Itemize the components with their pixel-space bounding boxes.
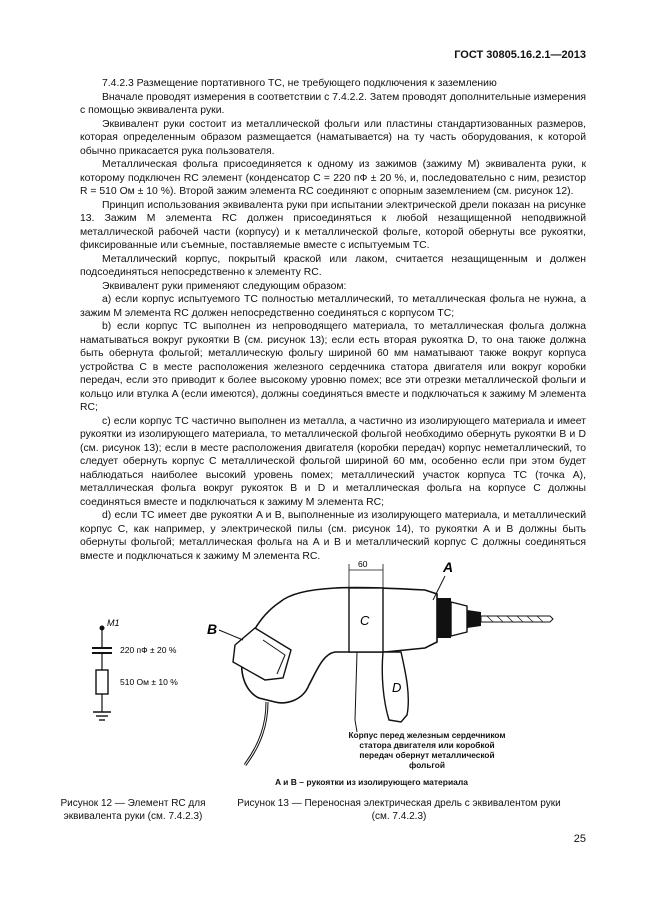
figure-12-rc-diagram [80, 610, 220, 750]
paragraph: Эквивалент руки состоит из металлической фольги или пластины стандартизованных размеров, которая определенным образом размещается (наматывается) на ту часть оборудования, к которой обычно прикасается рука пользователя. [80, 118, 586, 157]
paragraph: d) если ТС имеет две рукоятки A и B, выполненные из изолирующего материала, и металлический корпус C, как например, у электрической пилы (см. рисунок 14), то рукоятки A и B должны быть обернуты фольгой; металлическая фольга на A и B и металлический корпус C должны соединяться вместе и подключаться к зажиму M элемента RC. [80, 510, 586, 562]
page-number: 25 [573, 833, 586, 845]
terminal-label: M1 [107, 618, 120, 628]
paragraph: b) если корпус ТС выполнен из непроводящего материала, то металлическая фольга должна наматываться вокруг рукоятки B (см. рисунок 13); если есть вторая рукоятка D, то она также должна быть обернута фольгой; металлическую фольгу шириной 60 мм наматывают также вокруг корпуса устройства C в месте расположения железного сердечника статора двигателя или вокруг коробки передач, если это приводит к более высокому уровню помех; все эти отрезки металлической фольги и кольцо или втулка A (если имеются), должны соединяться вместе и подключаться к зажиму M элемента RC; [80, 321, 586, 413]
callout-text: Корпус перед железным сердечником статора двигателя или коробкой передач обернут металлической фольгой [348, 730, 506, 770]
paragraph: Металлический корпус, покрытый краской или лаком, считается незащищенным и должен подсоединяться непосредственно к элементу RC. [80, 253, 586, 278]
label-c: C [360, 613, 370, 628]
resistor-label: 510 Ом ± 10 % [120, 677, 178, 687]
capacitor-label: 220 пФ ± 20 % [120, 645, 177, 655]
resistor-icon [96, 670, 108, 694]
drill-chuck [437, 598, 451, 638]
paragraph: 7.4.2.3 Размещение портативного ТС, не требующего подключения к заземлению [102, 78, 497, 89]
label-a: A [443, 559, 454, 575]
figure-12-caption: Рисунок 12 — Элемент RC для эквивалента руки (см. 7.4.2.3) [60, 798, 206, 822]
paragraph: Эквивалент руки применяют следующим образом: [102, 280, 347, 292]
label-b: B [207, 621, 218, 637]
power-cable [245, 702, 267, 765]
figure-13-legend: A и B – рукоятки из изолирующего материала [275, 777, 469, 787]
ground-icon [93, 712, 111, 720]
paragraph: Вначале проводят измерения в соответствии с 7.4.2.2. Затем проводят дополнительные измерения с помощью эквивалента руки. [80, 91, 586, 116]
dimension-60: 60 [358, 559, 368, 569]
paragraph: Принцип использования эквивалента руки при испытании электрической дрели показан на рисунке 13. Зажим M элемента RC должен присоединяться к любой незащищенной неподвижной металлической рабочей части (корпусу) и к металлической фольге, которой обернуты все рукоятки, фиксированные или съемные, поставляемые вместе с испытуемым ТС. [80, 199, 586, 251]
body-text [80, 77, 586, 563]
figure-13-caption: Рисунок 13 — Переносная электрическая дрель с эквивалентом руки (см. 7.4.2.3) [237, 798, 561, 822]
paragraph: c) если корпус ТС частично выполнен из металла, а частично из изолирующего материала и имеет рукоятки из изолирующего материала, то металлической фольгой необходимо обернуть рукоятки B и D (см. рисунок 13); если в месте расположения двигателя (коробки передач) корпус неметаллический, то следует обернуть корпус C металлической фольгой шириной 60 мм, особенно если при этом будет наблюдаться наиболее высокий уровень помех; металлический участок корпуса ТС (точка A), металлическая фольга вокруг рукояток B и D и металлическая фольга на корпусе C должны соединяться вместе и подключаться к зажиму M элемента RC; [80, 415, 586, 508]
paragraph: a) если корпус испытуемого ТС полностью металлический, то металлическая фольга не нужна, а зажим M элемента RC должен непосредственно соединяться с корпусом ТС; [80, 294, 586, 319]
standard-header: ГОСТ 30805.16.2.1—2013 [454, 49, 586, 61]
paragraph: Металлическая фольга присоединяется к одному из зажимов (зажиму M) эквивалента руки, к которому подключен RC элемент (конденсатор C = 220 пФ ± 20 %, и, последовательно с ним, резистор R = 510 Ом ± 10 %). Второй зажим элемента RC соединяют с опорным заземлением (см. рисунок 12). [80, 159, 586, 197]
label-d: D [392, 680, 402, 695]
